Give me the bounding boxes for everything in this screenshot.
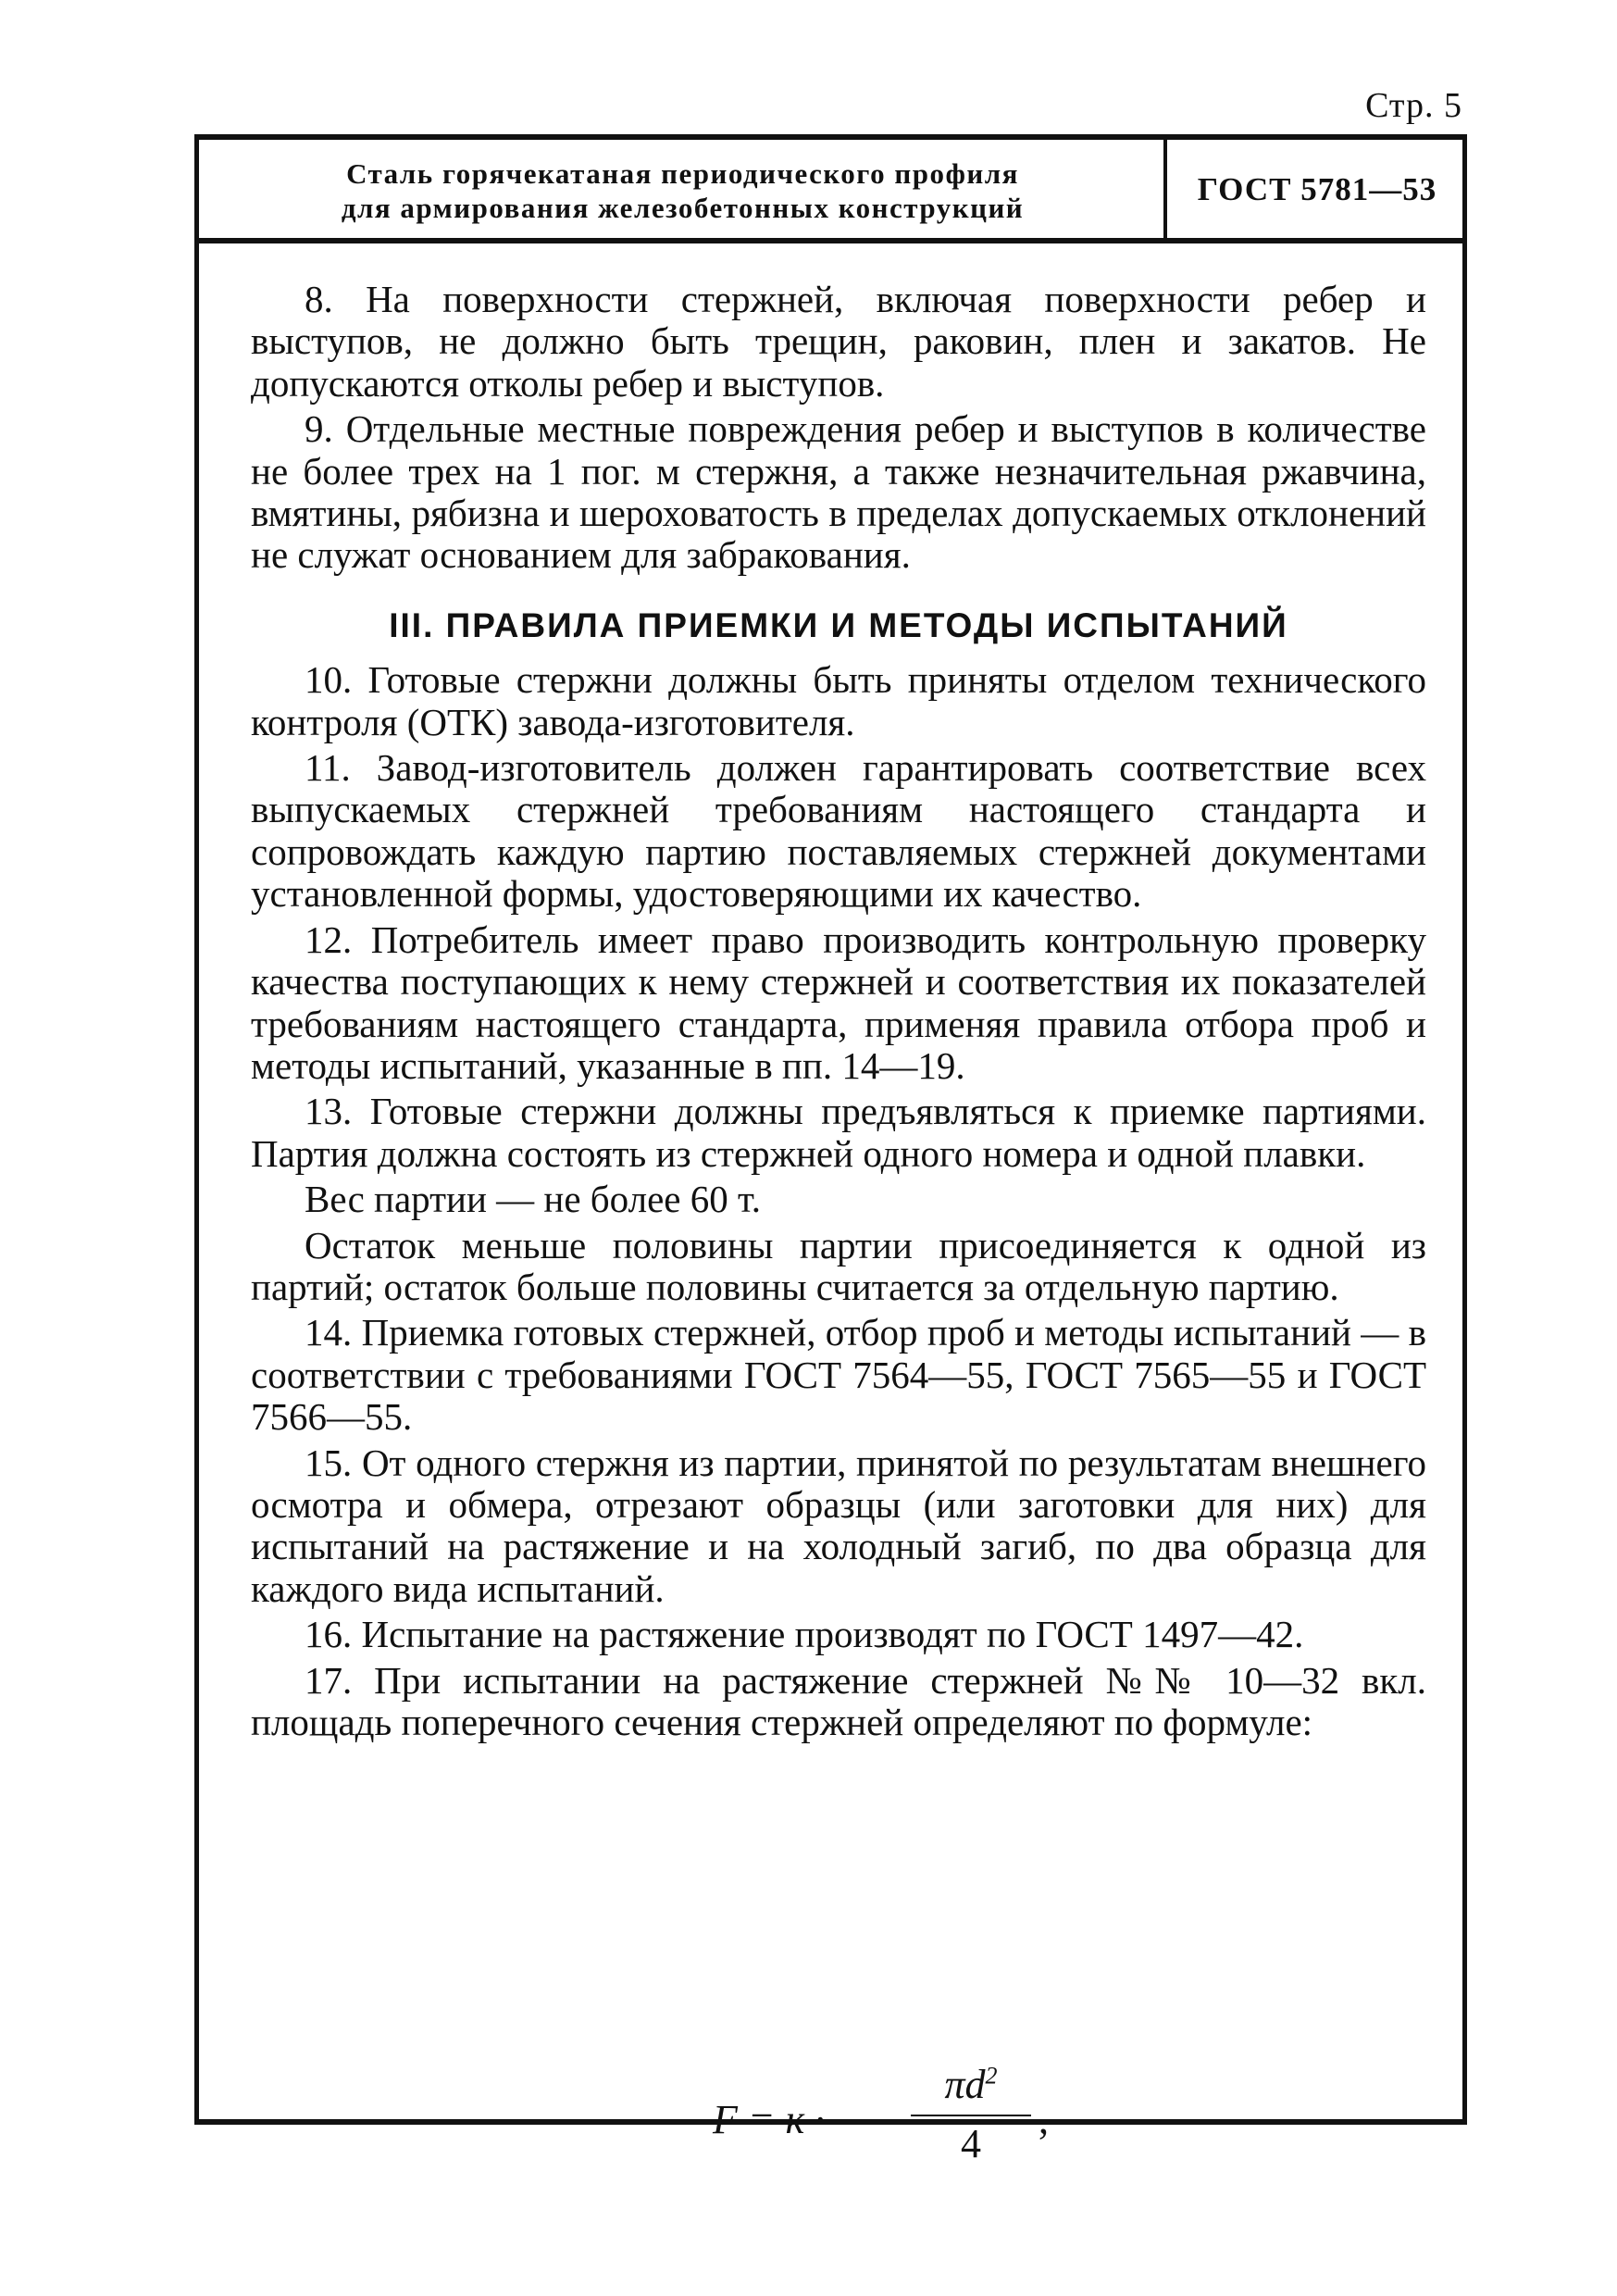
paragraph-8: 8. На поверхности стержней, включая поверхности ребер и выступов, не должно быть трещин, раковин, плен и закатов. Не допускаются отколы ребер и выступов. bbox=[251, 278, 1426, 405]
area-formula bbox=[713, 2061, 1083, 2166]
paragraph-10: 10. Готовые стержни должны быть приняты отделом технического контроля (ОТК) завода-изготовителя. bbox=[251, 658, 1426, 743]
header-title-line1: Сталь горячекатаная периодического профиля bbox=[346, 157, 1019, 190]
header-title bbox=[199, 156, 1166, 225]
formula-denominator: 4 bbox=[961, 2121, 981, 2166]
section-title: III. ПРАВИЛА ПРИЕМКИ И МЕТОДЫ ИСПЫТАНИЙ bbox=[389, 605, 1288, 644]
paragraph-14: 14. Приемка готовых стержней, отбор проб и методы испытаний — в соответствии с требованиями ГОСТ 7564—55, ГОСТ 7565—55 и ГОСТ 7566—55. bbox=[251, 1311, 1426, 1439]
standard-code: ГОСТ 5781—53 bbox=[1197, 171, 1437, 207]
paragraph-9: 9. Отдельные местные повреждения ребер и выступов в количестве не более трех на 1 пог. м стержня, а также незначительная ржавчина, вмятины, рябизна и шероховатость в пределах допускаемых отклонений не служат основанием для забракования. bbox=[251, 407, 1426, 577]
paragraph-13: 13. Готовые стержни должны предъявляться к приемке партиями. Партия должна состоять из стержней одного номера и одной плавки. bbox=[251, 1090, 1426, 1175]
paragraph-11: 11. Завод-изготовитель должен гарантировать соответствие всех выпускаемых стержней требованиям настоящего стандарта и сопровождать каждую партию поставляемых стержней документами установленной формы, удостоверяющими их качество. bbox=[251, 746, 1426, 916]
paragraph-17: 17. При испытании на растяжение стержней №№ 10—32 вкл. площадь поперечного сечения стержней определяют по формуле: bbox=[251, 1658, 1426, 1743]
document-header bbox=[199, 140, 1462, 243]
paragraph-batch-weight: Вес партии — не более 60 т. bbox=[305, 1178, 762, 1221]
document-body bbox=[251, 279, 1426, 1743]
paragraph-15: 15. От одного стержня из партии, принятой по результатам внешнего осмотра и обмера, отрезают образцы (или заготовки для них) для испытаний на растяжение и на холодный загиб, по два образца для каждого вида испытаний. bbox=[251, 1441, 1426, 1610]
formula-exponent: 2 bbox=[985, 2062, 998, 2090]
paragraph-16: 16. Испытание на растяжение производят по ГОСТ 1497—42. bbox=[305, 1613, 1304, 1656]
page-number: Стр. 5 bbox=[1365, 86, 1462, 125]
paragraph-remainder: Остаток меньше половины партии присоединяется к одной из партий; остаток больше половины считается за отдельную партию. bbox=[251, 1223, 1426, 1308]
paragraph-12: 12. Потребитель имеет право производить контрольную проверку качества поступающих к нему стержней и соответствия их показателей требованиям настоящего стандарта, применяя правила отбора проб и методы испытаний, указанные в пп. 14—19. bbox=[251, 917, 1426, 1087]
document-frame bbox=[194, 134, 1467, 2166]
formula-numerator bbox=[911, 2061, 1031, 2107]
formula-numerator-base: πd bbox=[944, 2062, 986, 2107]
formula-fraction bbox=[911, 2061, 1031, 2167]
formula-trailing: , bbox=[1039, 2097, 1049, 2142]
fraction-bar bbox=[911, 2115, 1031, 2116]
header-divider bbox=[1163, 140, 1167, 238]
header-title-line2: для армирования железобетонных конструкций bbox=[341, 192, 1025, 224]
formula-lhs: F = к · bbox=[713, 2097, 826, 2142]
